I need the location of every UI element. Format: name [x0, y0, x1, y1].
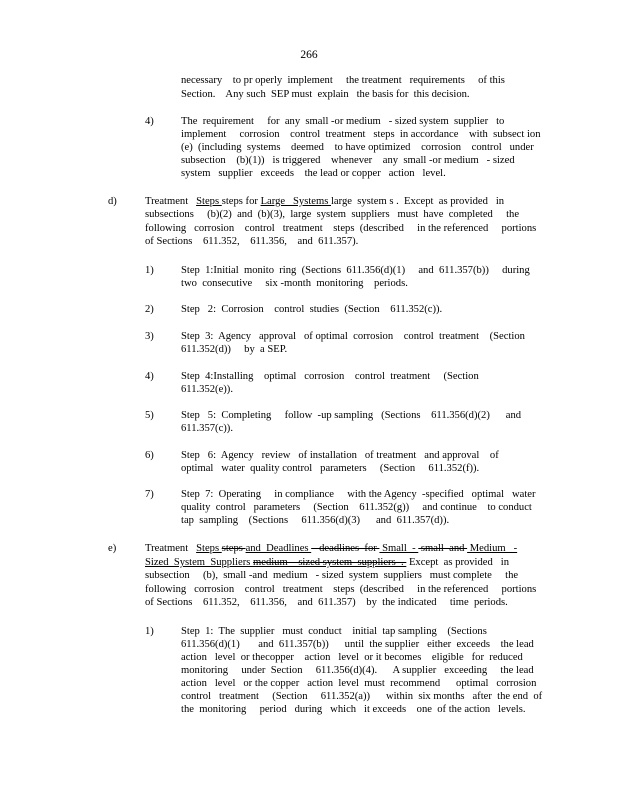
text-line: 611.352(e)).: [181, 384, 233, 395]
text-run: large system s . Except as provided in: [330, 196, 505, 207]
text-line: Section. Any such SEP must explain the basis for this decision.: [181, 89, 470, 100]
text-run: Treatment: [145, 196, 197, 207]
list-marker: 1): [145, 626, 154, 637]
text-line: 611.356(d)(1) and 611.357(b)) until the supplier either exceeds the lead: [181, 639, 534, 650]
text-line: subsection (b)(1)) is triggered whenever any small -or medium - sized: [181, 155, 515, 166]
section-marker: d): [108, 196, 117, 207]
text-line: 611.357(c)).: [181, 423, 233, 434]
text-line: Step 5: Completing follow -up sampling (Sections 611.356(d)(2) and: [181, 410, 522, 421]
inserted-text: Large Systems: [260, 196, 331, 207]
text-line: optimal water quality control parameters (Section 611.352(f)).: [181, 463, 480, 474]
section-heading-line: [145, 542, 517, 555]
page-number: 266: [300, 49, 318, 61]
deleted-text: medium sized system suppliers .: [253, 557, 407, 568]
list-marker: 3): [145, 331, 154, 342]
list-marker: 7): [145, 489, 154, 500]
inserted-text: Steps: [196, 543, 222, 554]
deleted-text: deadlines for: [311, 543, 380, 554]
text-run: Except as provided in: [406, 557, 509, 568]
text-line: (e) (including systems deemed to have optimized corrosion control under: [181, 142, 534, 153]
text-line: following corrosion control treatment steps (described in the referenced portions: [145, 223, 537, 234]
inserted-text: Small -: [379, 543, 419, 554]
text-line: of Sections 611.352, 611.356, and 611.357).: [145, 236, 359, 247]
text-line: Step 4:Installing optimal corrosion control treatment (Section: [181, 371, 479, 382]
text-line: Step 6: Agency review of installation of treatment and approval of: [181, 450, 499, 461]
text-run: steps for: [221, 196, 261, 207]
text-line: system supplier exceeds the lead or copper action level.: [181, 168, 446, 179]
text-line: necessary to pr operly implement the treatment requirements of this: [181, 75, 505, 86]
section-heading-line: [145, 556, 509, 569]
list-marker: 2): [145, 304, 154, 315]
list-marker: 4): [145, 371, 154, 382]
section-heading-line: [145, 195, 504, 208]
inserted-text: Medium -: [467, 543, 518, 554]
text-line: monitoring under Section 611.356(d)(4). A supplier exceeding the lead: [181, 665, 534, 676]
text-line: Step 1:Initial monito ring (Sections 611.356(d)(1) and 611.357(b)) during: [181, 265, 530, 276]
text-line: the monitoring period during which it exceeds one of the action levels.: [181, 704, 526, 715]
text-line: Step 7: Operating in compliance with the Agency -specified optimal water: [181, 489, 536, 500]
inserted-text: and Deadlines: [245, 543, 312, 554]
text-line: Step 1: The supplier must conduct initial tap sampling (Sections: [181, 626, 487, 637]
text-line: action level or thecopper action level or it becomes eligible for reduced: [181, 652, 523, 663]
list-marker: 5): [145, 410, 154, 421]
text-line: action level or the copper action level must recommend optimal corrosion: [181, 678, 537, 689]
text-line: Step 3: Agency approval of optimal corrosion control treatment (Section: [181, 331, 525, 342]
text-line: tap sampling (Sections 611.356(d)(3) and 611.357(d)).: [181, 515, 450, 526]
text-run: Treatment: [145, 543, 197, 554]
text-line: Step 2: Corrosion control studies (Section 611.352(c)).: [181, 304, 443, 315]
list-marker: 4): [145, 116, 154, 127]
text-line: following corrosion control treatment steps (described in the referenced portions: [145, 584, 537, 595]
deleted-text: small and: [418, 543, 468, 554]
inserted-text: Sized System Suppliers: [145, 557, 253, 568]
text-line: quality control parameters (Section 611.352(g)) and continue to conduct: [181, 502, 532, 513]
list-marker: 1): [145, 265, 154, 276]
list-marker: 6): [145, 450, 154, 461]
text-line: subsections (b)(2) and (b)(3), large system suppliers must have completed the: [145, 209, 520, 220]
text-line: The requirement for any small -or medium - sized system supplier to: [181, 116, 505, 127]
text-line: control treatment (Section 611.352(a)) within six months after the end of: [181, 691, 543, 702]
deleted-text: steps: [221, 543, 246, 554]
inserted-text: Steps: [196, 196, 222, 207]
section-marker: e): [108, 543, 117, 554]
text-line: implement corrosion control treatment steps in accordance with subsect ion: [181, 129, 541, 140]
text-line: of Sections 611.352, 611.356, and 611.357) by the indicated time periods.: [145, 597, 508, 608]
text-line: 611.352(d)) by a SEP.: [181, 344, 288, 355]
text-line: subsection (b), small -and medium - sized system suppliers must complete the: [145, 570, 519, 581]
text-line: two consecutive six -month monitoring periods.: [181, 278, 408, 289]
